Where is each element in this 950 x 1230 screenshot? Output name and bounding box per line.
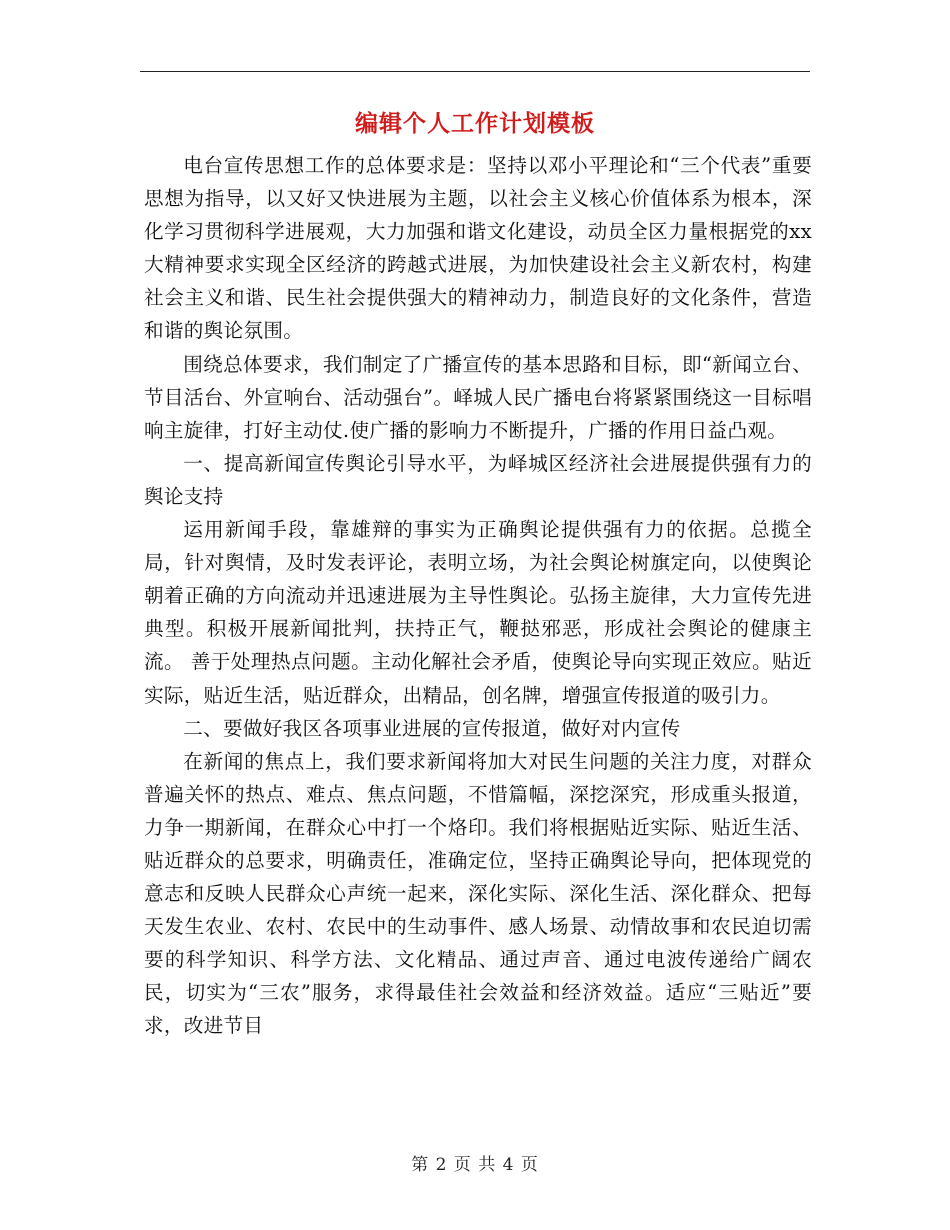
paragraph-news-methods: 运用新闻手段，靠雄辩的事实为正确舆论提供强有力的依据。总揽全局，针对舆情，及时发表评论，表明立场，为社会舆论树旗定向，以使舆论朝着正确的方向流动并迅速进展为主导性舆论。弘扬主旋律，大力宣传先进典型。积极开展新闻批判，扶持正气，鞭挞邪恶，形成社会舆论的健康主流。 善于处理热点问题。主动化解社会矛盾，使舆论导向实现正效应。贴近实际，贴近生活，贴近群众，出精品，创名牌，增强宣传报道的吸引力。 bbox=[144, 518, 812, 707]
section-heading-1: 一、提高新闻宣传舆论引导水平，为峄城区经济社会进展提供强有力的舆论支持 bbox=[144, 451, 812, 508]
paragraph-goals: 围绕总体要求，我们制定了广播宣传的基本思路和目标，即“新闻立台、节目活台、外宣响台、活动强台”。峄城人民广播电台将紧紧围绕这一目标唱响主旋律，打好主动仗.使广播的影响力不断提升，广播的作用日益凸观。 bbox=[144, 352, 812, 442]
document-title: 编辑个人工作计划模板 bbox=[355, 111, 595, 137]
header-rule bbox=[140, 71, 810, 72]
paragraph-overall-requirements: 电台宣传思想工作的总体要求是：坚持以邓小平理论和“三个代表”重要思想为指导，以又好又快进展为主题，以社会主义核心价值体系为根本，深化学习贯彻科学进展观，大力加强和谐文化建设，动员全区力量根据党的xx大精神要求实现全区经济的跨越式进展，为加快建设社会主义新农村，构建社会主义和谐、民生社会提供强大的精神动力，制造良好的文化条件，营造和谐的舆论氛围。 bbox=[144, 154, 812, 343]
document-body bbox=[144, 149, 812, 1043]
page-footer: 第 2 页 共 4 页 bbox=[411, 1155, 539, 1175]
paragraph-news-focus: 在新闻的焦点上，我们要求新闻将加大对民生问题的关注力度，对群众普遍关怀的热点、难点、焦点问题，不惜篇幅，深挖深究，形成重头报道，力争一期新闻，在群众心中打一个烙印。我们将根据贴近实际、贴近生活、贴近群众的总要求，明确责任，准确定位，坚持正确舆论导向，把体现党的意志和反映人民群众心声统一起来，深化实际、深化生活、深化群众、把每天发生农业、农村、农民中的生动事件、感人场景、动情故事和农民迫切需要的科学知识、科学方法、文化精品、通过声音、通过电波传递给广阔农民，切实为“三农”服务，求得最佳社会效益和经济效益。适应“三贴近”要求，改进节目 bbox=[144, 749, 812, 1038]
section-heading-2: 二、要做好我区各项事业进展的宣传报道，做好对内宣传 bbox=[183, 716, 681, 740]
